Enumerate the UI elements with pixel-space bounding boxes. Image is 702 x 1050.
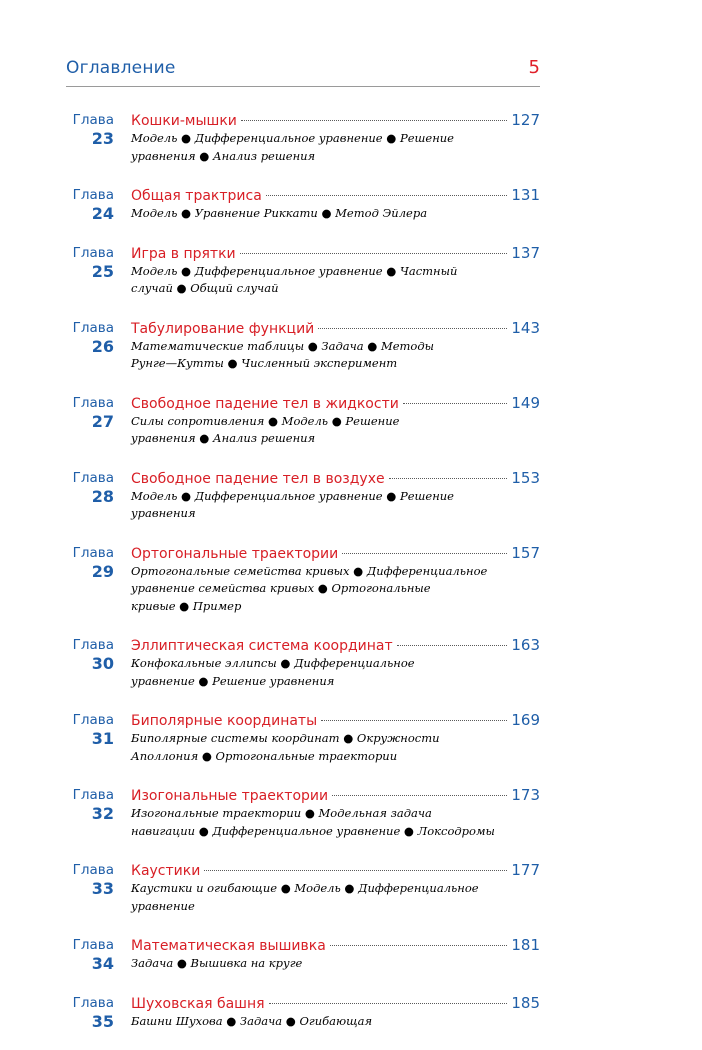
chapter-page-number[interactable]: 157 — [511, 543, 540, 562]
chapter-word: Глава — [72, 862, 114, 878]
topic-line: Модель ● Дифференциальное уравнение ● Частный — [131, 263, 458, 278]
chapter-topics — [131, 413, 540, 448]
chapter-number: 30 — [91, 654, 114, 673]
chapter-number: 23 — [91, 129, 114, 148]
page-number: 5 — [528, 57, 540, 78]
chapter-word: Глава — [72, 937, 114, 953]
chapter-topics — [131, 130, 540, 165]
chapter-number: 27 — [91, 411, 114, 431]
topic-line: Силы сопротивления ● Модель ● Решение — [131, 413, 400, 428]
chapter-number: 33 — [91, 879, 114, 898]
dot-leader — [241, 120, 507, 121]
chapter-title-link[interactable]: Ортогональные траектории — [131, 545, 339, 562]
chapter-label — [66, 393, 114, 431]
chapter-title-link[interactable]: Шуховская башня — [131, 995, 265, 1012]
chapter-topics — [131, 880, 540, 915]
chapter-title-link[interactable]: Биполярные координаты — [131, 713, 318, 729]
topic-line: Изогональные траектории ● Модельная задача — [131, 806, 432, 820]
topic-line: Аполлония ● Ортогональные траектории — [131, 748, 398, 763]
toc-entry[interactable] — [66, 785, 540, 840]
toc-entry[interactable] — [66, 393, 540, 448]
topic-line: Модель ● Дифференциальное уравнение ● Решение — [131, 488, 454, 503]
dot-leader — [269, 1003, 508, 1004]
chapter-number: 24 — [91, 204, 114, 223]
chapter-label — [66, 993, 114, 1031]
chapter-title-link[interactable]: Общая трактриса — [131, 188, 262, 204]
dot-leader — [330, 945, 508, 946]
chapter-word: Глава — [72, 244, 114, 261]
topic-line: Биполярные системы координат ● Окружности — [131, 731, 440, 745]
chapter-page-number[interactable]: 137 — [511, 243, 540, 262]
toc-entry[interactable] — [66, 993, 540, 1031]
chapter-page-number[interactable]: 185 — [511, 993, 540, 1012]
toc-entry[interactable] — [66, 543, 540, 616]
dot-leader — [403, 403, 508, 404]
topic-line: уравнения — [131, 506, 196, 520]
chapter-title-link[interactable]: Каустики — [131, 863, 201, 879]
chapter-topics — [131, 655, 540, 690]
chapter-title-link[interactable]: Изогональные траектории — [131, 788, 329, 804]
chapter-title-link[interactable]: Табулирование функций — [131, 320, 315, 337]
chapter-label — [66, 110, 114, 148]
chapter-title-link[interactable]: Математическая вышивка — [131, 938, 326, 954]
chapter-title-link[interactable]: Эллиптическая система координат — [131, 638, 393, 654]
chapter-word: Глава — [72, 994, 114, 1011]
topic-line: Модель ● Уравнение Риккати ● Метод Эйлера — [131, 206, 428, 220]
toc-entry[interactable] — [66, 710, 540, 765]
chapter-page-number[interactable]: 153 — [511, 468, 540, 487]
chapter-title-link[interactable]: Игра в прятки — [131, 245, 236, 262]
chapter-label — [66, 468, 114, 506]
chapter-number: 32 — [91, 804, 114, 823]
topic-line: уравнения ● Анализ решения — [131, 148, 316, 163]
chapter-word: Глава — [72, 712, 114, 728]
toc-entry[interactable] — [66, 635, 540, 690]
chapter-page-number[interactable]: 173 — [511, 786, 540, 804]
chapter-title-link[interactable]: Свободное падение тел в жидкости — [131, 395, 399, 412]
topic-line: случай ● Общий случай — [131, 281, 279, 295]
chapter-topics — [131, 730, 540, 765]
chapter-number: 35 — [91, 1011, 114, 1031]
chapter-page-number[interactable]: 127 — [511, 111, 540, 129]
chapter-page-number[interactable]: 177 — [511, 861, 540, 879]
chapter-topics — [131, 1013, 540, 1031]
chapter-label — [66, 935, 114, 973]
topic-line: уравнение ● Решение уравнения — [131, 673, 335, 688]
chapter-number: 29 — [91, 561, 114, 581]
toc-entry[interactable] — [66, 318, 540, 373]
chapter-number: 31 — [91, 729, 114, 748]
topic-line: уравнение семейства кривых ● Ортогональные — [131, 581, 431, 595]
chapter-page-number[interactable]: 169 — [511, 711, 540, 729]
chapter-label — [66, 860, 114, 898]
chapter-topics — [131, 563, 540, 616]
chapter-topics — [131, 488, 540, 523]
toc-entry[interactable] — [66, 110, 540, 165]
chapter-title-link[interactable]: Кошки-мышки — [131, 113, 237, 129]
topic-line: Рунге—Кутты ● Численный эксперимент — [131, 356, 398, 370]
chapter-topics — [131, 338, 540, 373]
chapter-page-number[interactable]: 163 — [511, 636, 540, 654]
page-title: Оглавление — [66, 58, 176, 78]
topic-line: навигации ● Дифференциальное уравнение ● Локсодромы — [131, 823, 495, 838]
dot-leader — [342, 553, 507, 554]
chapter-label — [66, 635, 114, 673]
chapter-topics — [131, 955, 540, 973]
table-of-contents — [66, 110, 540, 1050]
chapter-label — [66, 243, 114, 281]
chapter-title-link[interactable]: Свободное падение тел в воздухе — [131, 470, 385, 487]
chapter-label — [66, 785, 114, 823]
chapter-number: 28 — [91, 486, 114, 506]
topic-line: Модель ● Дифференциальное уравнение ● Решение — [131, 131, 454, 145]
dot-leader — [321, 720, 507, 721]
dot-leader — [389, 478, 508, 479]
topic-line: кривые ● Пример — [131, 598, 242, 613]
topic-line: Задача ● Вышивка на круге — [131, 956, 303, 970]
dot-leader — [204, 870, 507, 871]
topic-line: уравнение — [131, 898, 195, 913]
toc-entry[interactable] — [66, 468, 540, 523]
chapter-word: Глава — [72, 319, 114, 336]
toc-entry[interactable] — [66, 935, 540, 973]
chapter-topics — [131, 263, 540, 298]
dot-leader — [266, 195, 508, 196]
chapter-label — [66, 710, 114, 748]
topic-line: Башни Шухова ● Задача ● Огибающая — [131, 1013, 373, 1028]
topic-line: уравнения ● Анализ решения — [131, 431, 316, 445]
dot-leader — [318, 328, 507, 329]
topic-line: Конфокальные эллипсы ● Дифференциальное — [131, 656, 415, 670]
dot-leader — [397, 645, 508, 646]
chapter-word: Глава — [72, 787, 114, 803]
toc-entry[interactable] — [66, 185, 540, 223]
chapter-topics — [131, 805, 540, 840]
chapter-label — [66, 185, 114, 223]
topic-line: Ортогональные семейства кривых ● Дифференциальное — [131, 563, 488, 578]
chapter-page-number[interactable]: 149 — [511, 393, 540, 412]
chapter-page-number[interactable]: 131 — [511, 186, 540, 204]
toc-entry[interactable] — [66, 860, 540, 915]
chapter-word: Глава — [72, 187, 114, 203]
dot-leader — [332, 795, 507, 796]
chapter-word: Глава — [72, 637, 114, 653]
chapter-number: 34 — [91, 954, 114, 973]
topic-line: Каустики и огибающие ● Модель ● Дифференциальное — [131, 881, 479, 895]
page-header — [66, 58, 540, 87]
chapter-topics — [131, 205, 540, 223]
chapter-label — [66, 543, 114, 581]
topic-line: Математические таблицы ● Задача ● Методы — [131, 338, 435, 353]
chapter-number: 25 — [91, 261, 114, 281]
chapter-word: Глава — [72, 394, 114, 411]
toc-entry[interactable] — [66, 243, 540, 298]
chapter-page-number[interactable]: 143 — [511, 318, 540, 337]
chapter-word: Глава — [72, 469, 114, 486]
chapter-word: Глава — [72, 544, 114, 561]
chapter-word: Глава — [72, 112, 114, 128]
chapter-label — [66, 318, 114, 356]
chapter-page-number[interactable]: 181 — [511, 936, 540, 954]
chapter-number: 26 — [91, 336, 114, 356]
dot-leader — [240, 253, 508, 254]
